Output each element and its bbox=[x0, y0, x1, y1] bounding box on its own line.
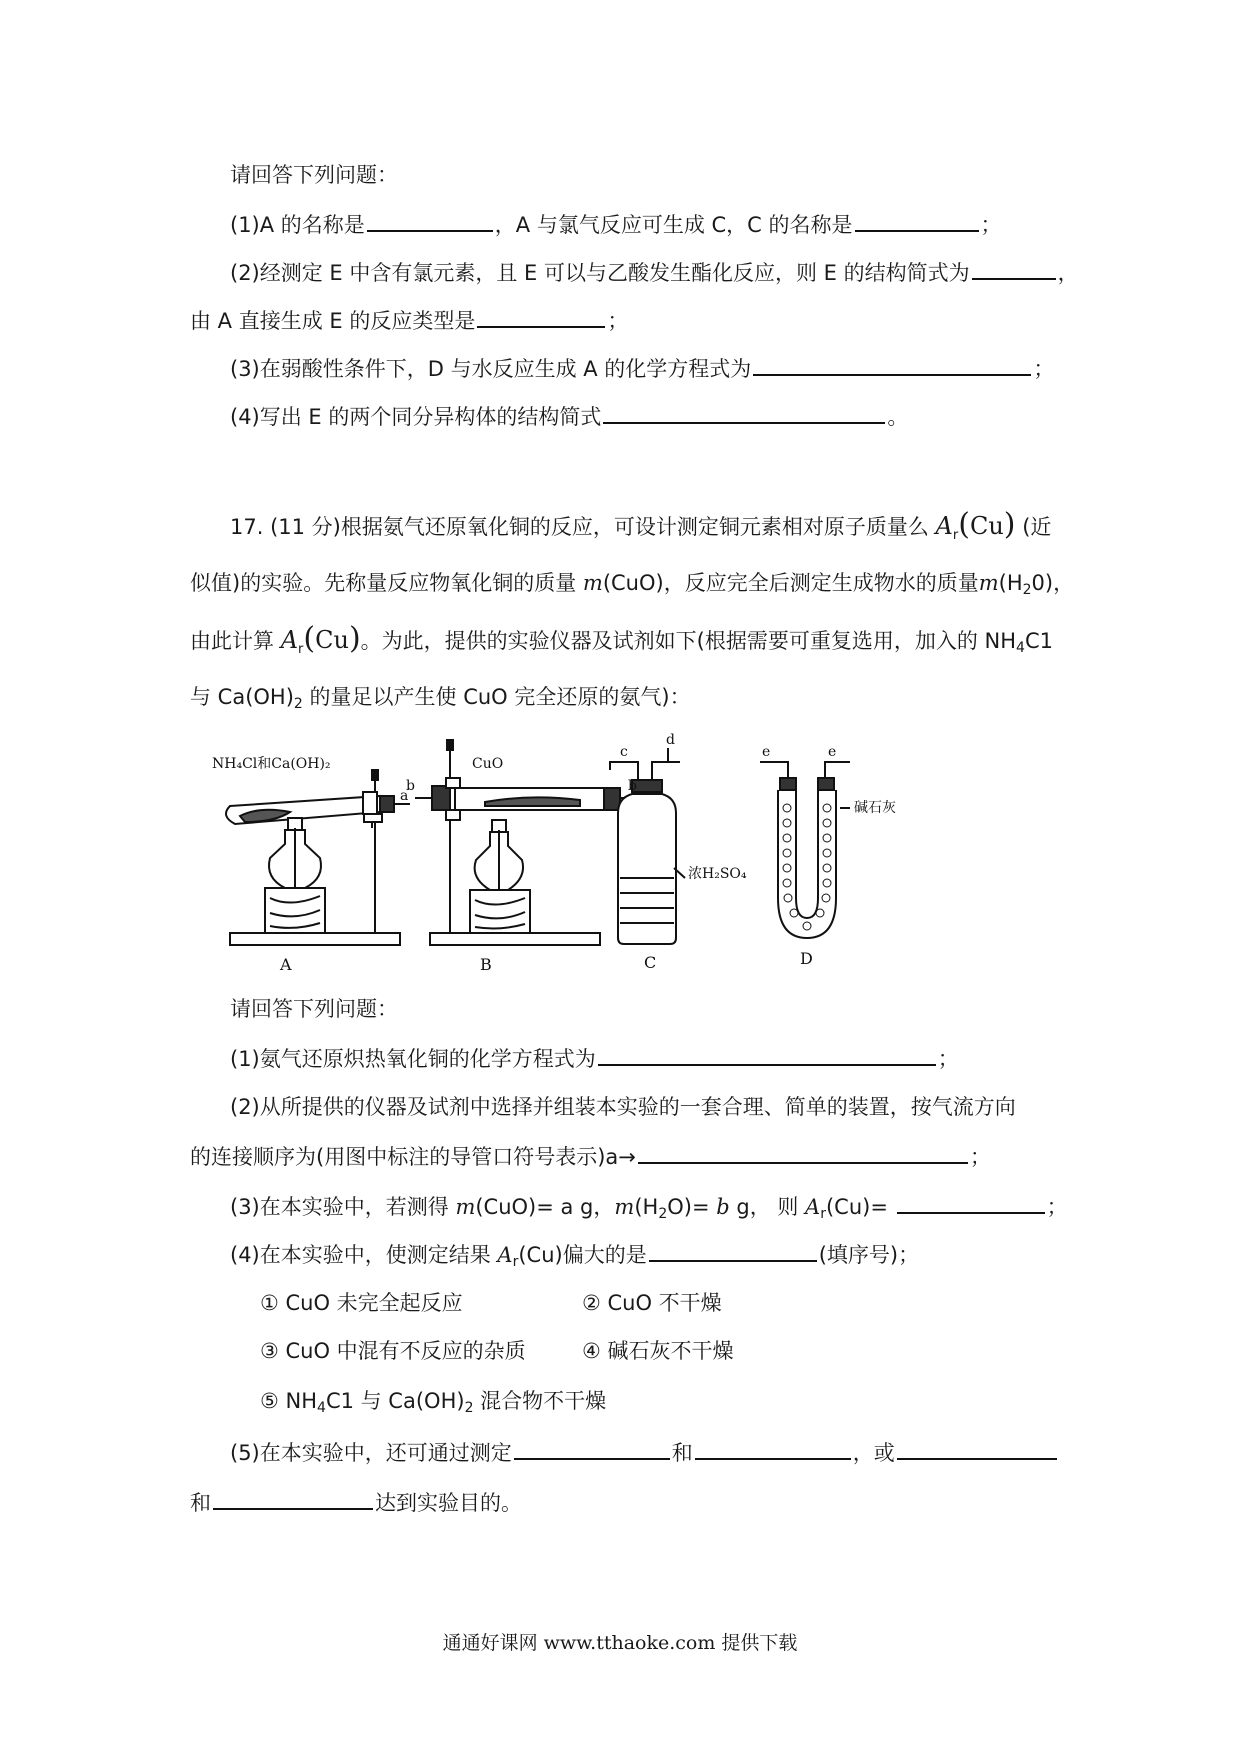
port-c-label: c bbox=[620, 744, 628, 760]
q17-line3: 由此计算 $A_r(Cu)$。为此，提供的实验仪器及试剂如下(根据需要可重复选用，加入的 $NH_4C1$ bbox=[190, 621, 1053, 657]
apparatus-b bbox=[415, 740, 640, 945]
answer-blank[interactable] bbox=[695, 1436, 851, 1460]
label-b-reagent: CuO bbox=[472, 756, 504, 772]
question-2-line2: 由 A 直接生成 E 的反应类型是 ； bbox=[190, 304, 628, 336]
s2-question-3-line: (3)在本实验中，若测得 m(CuO)= a g，$m(H_2O)= b$ g， 则 $A_r(Cu)=$ ； bbox=[230, 1190, 1068, 1229]
s2-question-4-line: (4)在本实验中，使测定结果 $A_r(Cu)$偏大的是 (填序号)； bbox=[230, 1238, 919, 1277]
q17-line2: 似值)的实验。先称量反应物氧化铜的质量 m(CuO)，反应完全后测定生成物水的质量$m(H_20)$， bbox=[190, 571, 1075, 598]
port-a-label: a bbox=[400, 788, 409, 804]
option-2: ② CuO 不干燥 bbox=[582, 1291, 722, 1315]
option-3: ③ CuO 中混有不反应的杂质 bbox=[260, 1339, 526, 1363]
answer-blank[interactable] bbox=[477, 304, 605, 328]
apparatus-c bbox=[610, 748, 685, 944]
caption-a: A bbox=[280, 955, 292, 974]
answer-blank[interactable] bbox=[649, 1238, 817, 1262]
answer-blank[interactable] bbox=[367, 208, 493, 232]
port-e1-label: e bbox=[762, 744, 771, 760]
answer-blank[interactable] bbox=[603, 400, 885, 424]
question-3-line: (3)在弱酸性条件下，D 与水反应生成 A 的化学方程式为 ； bbox=[230, 352, 1054, 384]
answer-blank[interactable] bbox=[855, 208, 979, 232]
caption-d: D bbox=[800, 949, 813, 968]
port-d-label: d bbox=[666, 732, 675, 748]
section2-intro: 请回答下列问题： bbox=[230, 997, 398, 1021]
s2-question-2-line2: 的连接顺序为(用图中标注的导管口符号表示)a→ ； bbox=[190, 1140, 991, 1172]
option-1: ① CuO 未完全起反应 bbox=[260, 1291, 463, 1315]
apparatus-figure bbox=[200, 718, 980, 980]
question-2-line1: (2)经测定 E 中含有氯元素，且 E 可以与乙酸发生酯化反应，则 E 的结构简式为 ， bbox=[230, 256, 1079, 288]
s2-question-2-line1: (2)从所提供的仪器及试剂中选择并组装本实验的一套合理、简单的装置，按气流方向 bbox=[230, 1095, 1016, 1119]
answer-blank[interactable] bbox=[972, 256, 1056, 280]
question-4-line: (4)写出 E 的两个同分异构体的结构简式 。 bbox=[230, 400, 908, 432]
port-b1-label: b bbox=[406, 778, 415, 794]
s2-question-1-line: (1)氨气还原炽热氧化铜的化学方程式为 ； bbox=[230, 1042, 959, 1074]
answer-blank[interactable] bbox=[753, 352, 1031, 376]
q17-line1: 17. (11 分)根据氨气还原氧化铜的反应，可设计测定铜元素相对原子质量么 $A_r(Cu)$ (近 bbox=[230, 507, 1052, 543]
label-d-reagent: 碱石灰 bbox=[854, 800, 896, 816]
answer-blank[interactable] bbox=[213, 1486, 373, 1510]
answer-blank[interactable] bbox=[897, 1436, 1057, 1460]
option-4: ④ 碱石灰不干燥 bbox=[582, 1339, 734, 1363]
answer-blank[interactable] bbox=[514, 1436, 670, 1460]
caption-b: B bbox=[480, 955, 492, 974]
s2-question-5-line1: (5)在本实验中，还可通过测定 和 ，或 bbox=[230, 1436, 1059, 1468]
apparatus-a bbox=[226, 770, 410, 945]
answer-blank[interactable] bbox=[638, 1140, 968, 1164]
s2-question-5-line2: 和 达到实验目的。 bbox=[190, 1486, 522, 1518]
port-b2-label: b bbox=[628, 778, 637, 794]
answer-blank[interactable] bbox=[897, 1190, 1045, 1214]
apparatus-d bbox=[760, 762, 850, 938]
caption-c: C bbox=[644, 953, 657, 972]
option-5: ⑤ $NH_4C1$ 与 $Ca(OH)_2$ 混合物不干燥 bbox=[260, 1389, 607, 1416]
page-footer: 通通好课网 www.tthaoke.com 提供下载 bbox=[442, 1632, 798, 1654]
label-a-reagent: NH₄Cl和Ca(OH)₂ bbox=[212, 756, 331, 772]
answer-blank[interactable] bbox=[598, 1042, 936, 1066]
label-c-reagent: 浓H₂SO₄ bbox=[688, 866, 747, 882]
section1-intro: 请回答下列问题： bbox=[230, 163, 398, 187]
q17-line4: 与 $Ca(OH)_2$ 的量足以产生使 CuO 完全还原的氨气)： bbox=[190, 685, 691, 712]
question-1-line: (1)A 的名称是 ，A 与氯气反应可生成 C，C 的名称是 ； bbox=[230, 208, 1002, 240]
port-e2-label: e bbox=[828, 744, 837, 760]
